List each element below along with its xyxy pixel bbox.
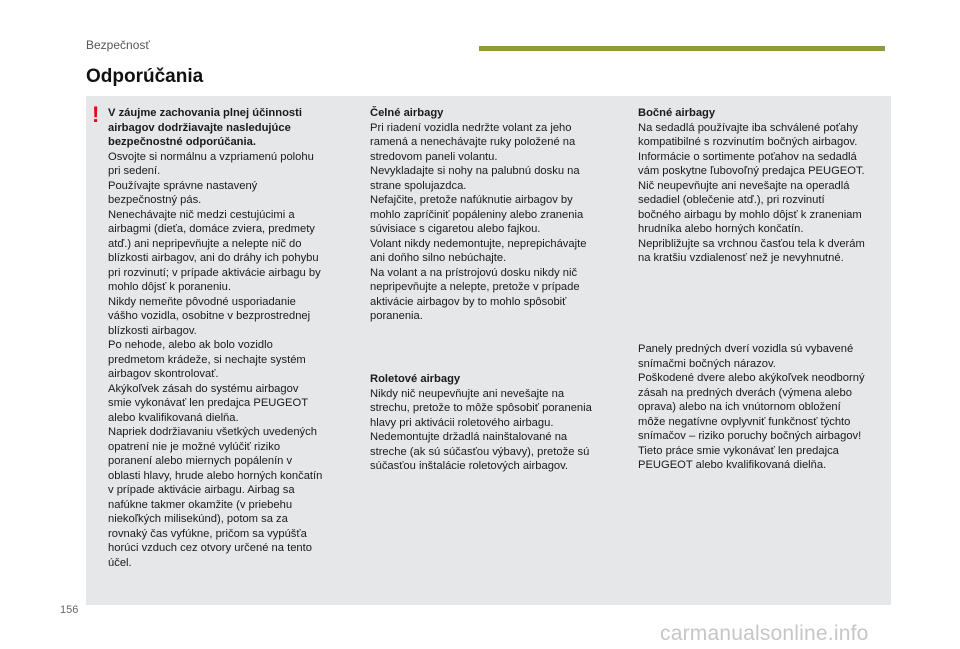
side-airbags-body: Na sedadlá používajte iba schválené poťahy kompatibilné s rozvinutím bočných airbagov. Informácie o sortimente poťahov na sedadlá vám poskytne ľubovoľný predajca PEUGEOT. Nič neupevňujte ani nevešajte na operadlá sedadiel (oblečenie atď.), pri rozvinutí bočného airbagu by mohlo dôjsť k zraneniam hrudníka alebo horných končatín. Nepribližujte sa vrchnou časťou tela k dverám na kratšiu vzdialenosť než je nevyhnutné. <box>638 121 865 264</box>
header-accent-bar <box>479 46 885 51</box>
curtain-airbags-heading: Roletové airbagy <box>370 373 461 385</box>
side-airbags-heading: Bočné airbagy <box>638 107 716 119</box>
front-airbags-section <box>370 106 615 324</box>
general-body: Osvojte si normálnu a vzpriamenú polohu pri sedení. Používajte správne nastavený bezpečnostný pás. Nenechávajte nič medzi cestujúcimi a airbagmi (dieťa, domáce zviera, predmety atď.) ani nepripevňujte a nelepte nič do blízkosti airbagov, ani do dráhy ich pohybu pri rozvinutí; v prípade aktivácie airbagu by mohlo dôjsť k poraneniu. Nikdy nemeňte pôvodné usporiadanie vášho vozidla, osobitne v bezprostrednej blízkosti airbagov. Po nehode, alebo ak bolo vozidlo predmetom krádeže, si nechajte systém airbagov skontrolovať. Akýkoľvek zásah do systému airbagov smie vykonávať len predajca PEUGEOT alebo kvalifikovaná dielňa. Napriek dodržiavaniu všetkých uvedených opatrení nie je možné vylúčiť riziko poranení alebo miernych popálenín v oblasti hlavy, hrude alebo horných končatín v prípade aktivácie airbagu. Airbag sa nafúkne takmer okamžite (v priebehu niekoľkých milisekúnd), potom sa za rovnaký čas vyfúkne, pričom sa vypúšťa horúci vzduch cez otvory určené na tento účel. <box>108 150 323 569</box>
page-number: 156 <box>60 604 79 616</box>
curtain-airbags-section <box>370 372 615 474</box>
side-airbags-section <box>638 106 883 266</box>
page-title: Odporúčania <box>86 66 204 87</box>
door-sensors-body: Panely predných dverí vozidla sú vybavené snímačmi bočných nárazov. Poškodené dvere alebo akýkoľvek neodborný zásah na predných dverách (výmena alebo oprava) alebo na ich vnútornom obložení môže negatívne ovplyvniť funkčnosť týchto snímačov – riziko poruchy bočných airbagov! Tieto práce smie vykonávať len predajca PEUGEOT alebo kvalifikovaná dielňa. <box>638 343 865 471</box>
curtain-airbags-body: Nikdy nič neupevňujte ani nevešajte na strechu, pretože to môže spôsobiť poranenia hlavy pri aktivácii roletového airbagu. Nedemontujte držadlá nainštalované na streche (ak sú súčasťou výbavy), pretože sú súčasťou inštalácie roletových airbagov. <box>370 387 592 472</box>
watermark: carmanualsonline.info <box>660 622 869 645</box>
door-sensors-section <box>638 342 883 473</box>
intro-text: V záujme zachovania plnej účinnosti airbagov dodržiavajte nasledujúce bezpečnostné odporúčania. <box>108 107 302 148</box>
warning-icon: ! <box>92 102 100 127</box>
section-header: Bezpečnosť <box>86 38 150 52</box>
general-recommendations <box>108 106 348 570</box>
front-airbags-body: Pri riadení vozidla nedržte volant za jeho ramená a nenechávajte ruky položené na stredovom paneli volantu. Nevykladajte si nohy na palubnú dosku na strane spolujazdca. Nefajčite, pretože nafúknutie airbagov by mohlo zapríčiniť popáleniny alebo zranenia súvisiace s cigaretou alebo fajkou. Volant nikdy nedemontujte, neprepichávajte ani doňho silno nebúchajte. Na volant a na prístrojovú dosku nikdy nič nepripevňujte a nelepte, pretože v prípade aktivácie airbagov by to mohlo spôsobiť poranenia. <box>370 121 587 322</box>
front-airbags-heading: Čelné airbagy <box>370 107 444 119</box>
